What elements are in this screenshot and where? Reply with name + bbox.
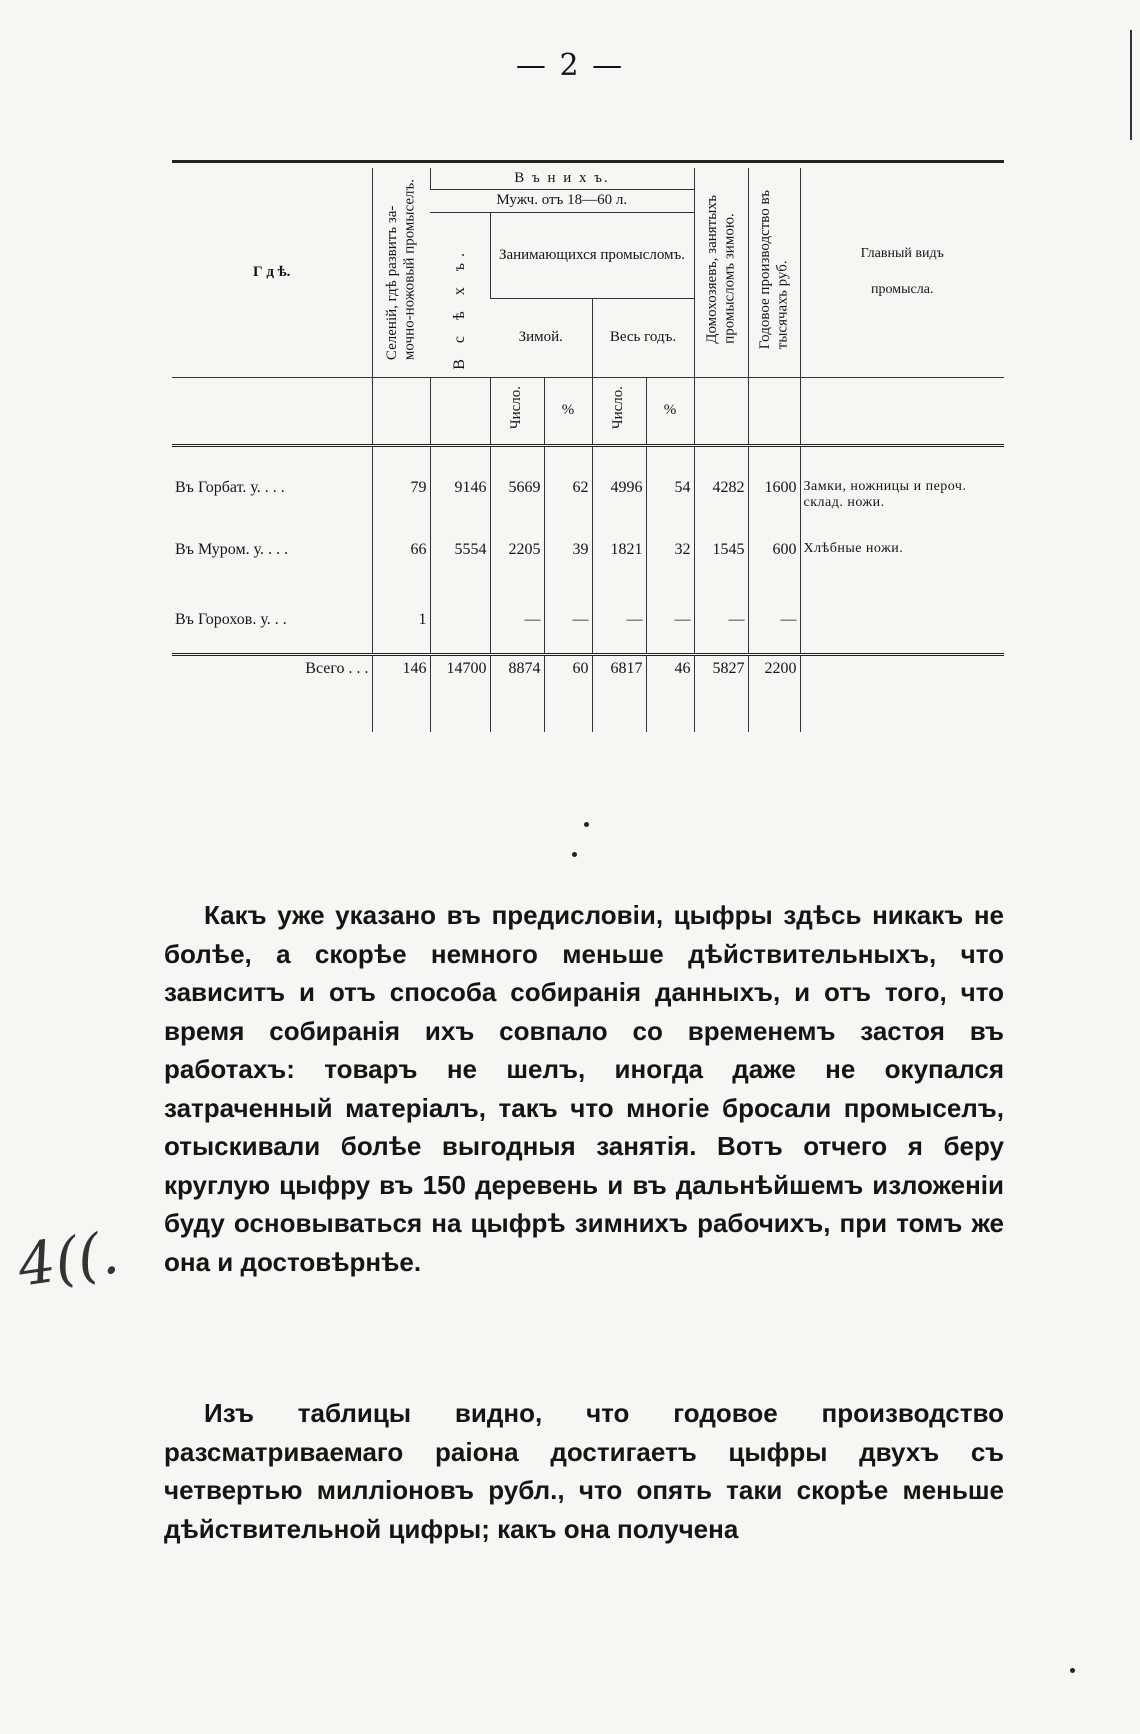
total-villages: 146: [372, 655, 430, 733]
header-households: Домохозяевъ, занятыхъ промысломъ зимою.: [694, 168, 748, 377]
total-all: 14700: [430, 655, 490, 733]
row-all: [430, 607, 490, 655]
ink-dot: [572, 852, 577, 857]
header-blank: [748, 377, 800, 445]
header-winter: Зимой.: [490, 299, 592, 377]
total-winter-percent: 60: [544, 655, 592, 733]
row-year-percent: —: [646, 607, 694, 655]
table-total-row: [172, 655, 1004, 733]
total-winter-number: 8874: [490, 655, 544, 733]
row-place: Въ Горохов. у. . .: [175, 610, 287, 628]
row-winter-percent: —: [544, 607, 592, 655]
row-year-percent: 32: [646, 537, 694, 607]
header-whole-year: Весь годъ.: [592, 299, 694, 377]
header-winter-percent: %: [544, 377, 592, 445]
row-year-number: —: [592, 607, 646, 655]
row-households: 1545: [694, 537, 748, 607]
row-winter-number: —: [490, 607, 544, 655]
header-winter-number: Число.: [490, 377, 544, 445]
header-year-number: Число.: [592, 377, 646, 445]
paragraph-2: Изъ таблицы видно, что годовое производство разсматриваемаго раіона достигаетъ цыфры двухъ съ четвертью милліоновъ рубл., что опять таки скорѣе меньше дѣйствительной цифры; какъ она получена: [164, 1398, 1004, 1544]
table-row: [172, 475, 1004, 537]
header-blank: [372, 377, 430, 445]
total-households: 5827: [694, 655, 748, 733]
header-all: В с ѣ х ъ.: [430, 212, 490, 377]
ink-dot: [584, 822, 589, 827]
row-villages: 66: [372, 537, 430, 607]
row-villages: 79: [372, 475, 430, 537]
row-winter-number: 5669: [490, 475, 544, 537]
header-blank: [430, 377, 490, 445]
handwritten-margin-note: 4((.: [13, 1218, 123, 1300]
header-engaged: Занимающихся промысломъ.: [490, 212, 694, 299]
row-main-trade: Замки, ножницы и пероч. склад. ножи.: [800, 475, 1004, 537]
header-villages: Селеній, гдѣ развитъ за- мочно-ножовый промыселъ.: [372, 168, 430, 377]
header-among-them: В ъ н и х ъ.: [430, 168, 694, 190]
row-production: 600: [748, 537, 800, 607]
header-blank: [800, 377, 1004, 445]
table-top-rule: [172, 160, 1004, 163]
table-row: [172, 607, 1004, 655]
row-main-trade: Хлѣбные ножи.: [800, 537, 1004, 607]
page-edge-line: [1130, 30, 1132, 140]
total-main-trade: [800, 655, 1004, 733]
row-households: 4282: [694, 475, 748, 537]
table-row: [172, 537, 1004, 607]
row-production: —: [748, 607, 800, 655]
total-production: 2200: [748, 655, 800, 733]
row-winter-percent: 62: [544, 475, 592, 537]
row-all: 5554: [430, 537, 490, 607]
header-where: Г д ѣ.: [172, 168, 372, 377]
paragraph-1: Какъ уже указано въ предисловіи, цыфры здѣсь никакъ не болѣе, а скорѣе немного меньше дѣйствительныхъ, что зависитъ и отъ способа собиранія данныхъ, и отъ того, что время собиранія ихъ совпало со временемъ застоя въ работахъ: товаръ не шелъ, иногда даже не окупался затраченный матеріалъ, такъ что многіе бросали промыселъ, отыскивали болѣе выгодныя занятія. Вотъ отчего я беру круглую цыфру въ 150 деревень и въ дальнѣйшемъ изложеніи буду основываться на цыфрѣ зимнихъ рабочихъ, при томъ же она и достовѣрнѣе.: [164, 900, 1004, 1277]
page-number: — 2 —: [515, 48, 625, 83]
header-blank: [172, 377, 372, 445]
header-blank: [694, 377, 748, 445]
row-place: Въ Горбат. у. . . .: [175, 478, 285, 496]
row-main-trade: [800, 607, 1004, 655]
header-main-trade: Главный видъ промысла.: [800, 168, 1004, 377]
header-production: Годовое производство въ тысячахъ руб.: [748, 168, 800, 377]
row-place: Въ Муром. у. . . .: [175, 540, 288, 558]
ink-dot: [1070, 1668, 1075, 1673]
header-year-percent: %: [646, 377, 694, 445]
row-year-percent: 54: [646, 475, 694, 537]
row-production: 1600: [748, 475, 800, 537]
table-spacer: [172, 445, 1004, 475]
row-year-number: 1821: [592, 537, 646, 607]
total-year-percent: 46: [646, 655, 694, 733]
row-winter-number: 2205: [490, 537, 544, 607]
total-year-number: 6817: [592, 655, 646, 733]
header-men-18-60: Мужч. отъ 18—60 л.: [430, 190, 694, 212]
row-villages: 1: [372, 607, 430, 655]
total-label: Всего . . .: [172, 655, 372, 733]
row-winter-percent: 39: [544, 537, 592, 607]
row-year-number: 4996: [592, 475, 646, 537]
statistics-table: [172, 168, 1004, 732]
row-all: 9146: [430, 475, 490, 537]
row-households: —: [694, 607, 748, 655]
